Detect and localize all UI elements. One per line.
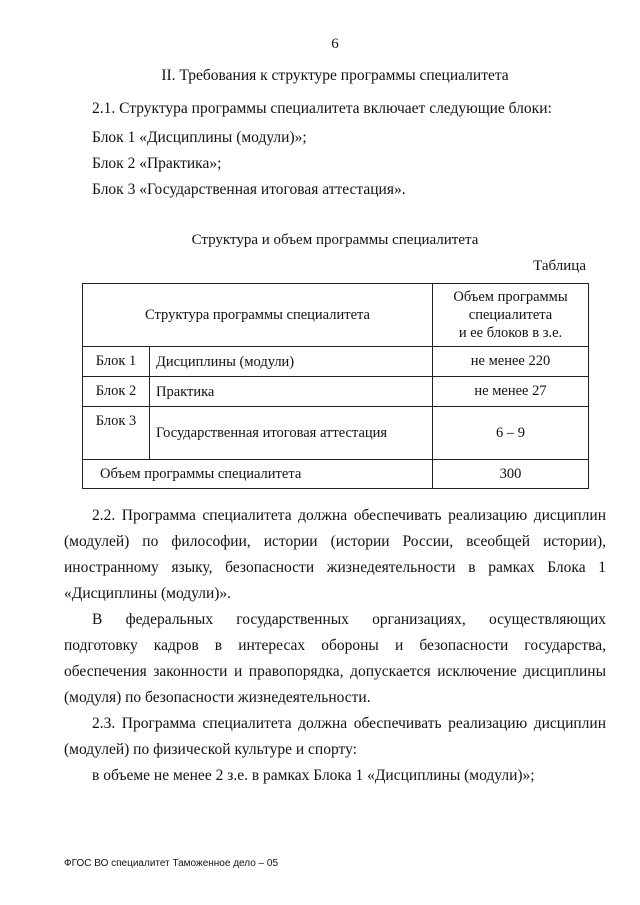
block-cell: Блок 3 <box>83 407 150 460</box>
intro-line: 2.1. Структура программы специалитета включает следующие блоки: <box>92 100 552 117</box>
volume-cell: 6 – 9 <box>433 407 589 460</box>
intro-line: Блок 1 «Дисциплины (модули)»; <box>92 129 307 146</box>
table-caption: Структура и объем программы специалитета <box>191 232 479 248</box>
table-row <box>83 377 589 407</box>
block-cell: Блок 1 <box>83 347 150 377</box>
table-header-row <box>83 284 589 347</box>
paragraph <box>64 763 606 789</box>
header-volume <box>433 284 589 347</box>
structure-table <box>82 283 589 489</box>
table-row <box>83 347 589 377</box>
section-heading: II. Требования к структуре программы специалитета <box>161 67 509 84</box>
paragraph-text: 2.3. Программа специалитета должна обеспечивать реализацию дисциплин (модулей) по физической культуре и спорту: <box>64 715 606 758</box>
header-structure: Структура программы специалитета <box>83 284 433 347</box>
table-total-row <box>83 460 589 489</box>
table-label: Таблица <box>533 258 586 274</box>
block-cell: Блок 2 <box>83 377 150 407</box>
total-value-cell: 300 <box>433 460 589 489</box>
intro-line: Блок 2 «Практика»; <box>92 155 222 172</box>
volume-cell: не менее 27 <box>433 377 589 407</box>
block-name-cell: Государственная итоговая аттестация <box>150 407 433 460</box>
header-volume-line: специалитета <box>468 307 553 323</box>
block-name-cell: Практика <box>150 377 433 407</box>
table-row <box>83 407 589 460</box>
page-number: 6 <box>331 36 339 52</box>
volume-cell: не менее 220 <box>433 347 589 377</box>
paragraph-text: 2.2. Программа специалитета должна обеспечивать реализацию дисциплин (модулей) по философии, истории (истории России, всеобщей истории), иностранному языку, безопасности жизнедеятельности в рамках Блока 1 «Дисциплины (модули)». <box>64 507 606 602</box>
intro-line: Блок 3 «Государственная итоговая аттестация». <box>92 181 406 198</box>
paragraph <box>64 711 606 763</box>
paragraph <box>64 607 606 711</box>
header-volume-line: и ее блоков в з.е. <box>458 325 563 341</box>
paragraph-text: В федеральных государственных организациях, осуществляющих подготовку кадров в интересах обороны и безопасности государства, обеспечения законности и правопорядка, допускается исключение дисциплины (модуля) по безопасности жизнедеятельности. <box>64 611 606 706</box>
paragraph <box>64 503 606 607</box>
paragraph-text: в объеме не менее 2 з.е. в рамках Блока 1 «Дисциплины (модули)»; <box>92 767 535 784</box>
header-volume-line: Объем программы <box>453 289 568 305</box>
total-label-cell: Объем программы специалитета <box>83 460 433 489</box>
footer-text: ФГОС ВО специалитет Таможенное дело – 05 <box>64 858 279 869</box>
block-name-cell: Дисциплины (модули) <box>150 347 433 377</box>
